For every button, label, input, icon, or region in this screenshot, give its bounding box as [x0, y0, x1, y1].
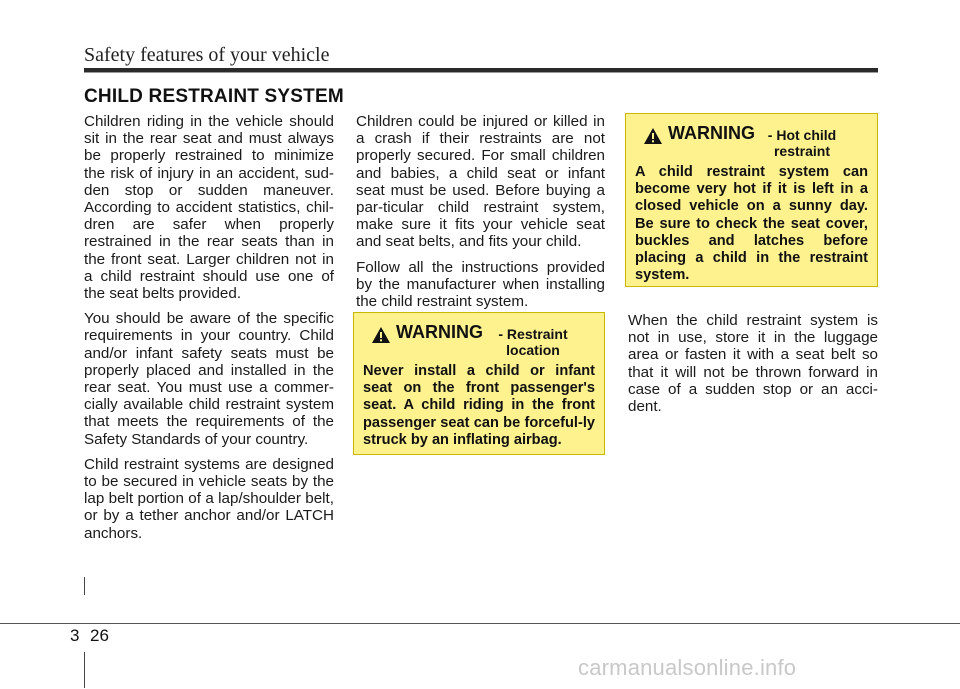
- section-title: CHILD RESTRAINT SYSTEM: [84, 86, 344, 107]
- column-3-paragraph: When the child restraint system is not in use, store it in the luggage area or fasten it with a seat belt so that it will not be thrown forward in case of a sudden stop or an acci-dent.: [628, 312, 878, 416]
- chapter-number: 3: [70, 626, 80, 645]
- column-1-paragraph: Children riding in the vehicle should sit in the rear seat and must always be properly restrained to minimize the risk of injury in an accident, sud-den stop or sudden maneuver. According to accident statistics, chil-dren are safer when properly restrained in the rear seats than in the front seat. Larger children not in a child restraint should use one of the seat belts provided.: [84, 113, 334, 303]
- warning-header: [354, 313, 604, 357]
- column-2-paragraph: Children could be injured or killed in a crash if their restraints are not properly secured. For small children and babies, a child seat or infant seat must be used. Before buying a par-ticular child restraint system, make sure it fits your vehicle seat and seat belts, and fits your child.: [356, 113, 605, 251]
- warning-triangle-icon: [643, 127, 663, 145]
- column-3: [628, 312, 878, 423]
- footer-rule: [84, 623, 960, 624]
- warning-restraint-location: [353, 312, 605, 455]
- footer-rule: [0, 623, 84, 624]
- page-number: 26: [90, 626, 109, 645]
- warning-subtitle: - Restraint location: [498, 326, 568, 358]
- warning-triangle-icon: [371, 326, 391, 344]
- warning-body: A child restraint system can become very hot if it is left in a closed vehicle on a sunny day. Be sure to check the seat cover, buckles and latches before placing a child in the restraint system.: [635, 164, 868, 284]
- warning-body: Never install a child or infant seat on the front passenger's seat. A child riding in the front passenger seat can be forceful-ly struck by an inflating airbag.: [363, 363, 595, 448]
- column-2: [356, 113, 605, 318]
- footer-divider-vertical: [84, 577, 85, 595]
- column-1: [84, 113, 334, 550]
- warning-subtitle: - Hot child restraint: [767, 127, 837, 159]
- warning-header: [626, 114, 877, 158]
- warning-hot-child-restraint: [625, 113, 878, 287]
- header-rule-thin: [84, 72, 878, 73]
- header-title: Safety features of your vehicle: [84, 44, 330, 66]
- warning-label: WARNING: [396, 322, 483, 342]
- watermark: carmanualsonline.info: [578, 655, 797, 680]
- column-1-paragraph: Child restraint systems are designed to be secured in vehicle seats by the lap belt portion of a lap/shoulder belt, or by a tether anchor and/or LATCH anchors.: [84, 455, 334, 542]
- column-1-paragraph: You should be aware of the specific requirements in your country. Child and/or infant safety seats must be properly placed and installed in the rear seat. You must use a commer-cially available child restraint system that meets the requirements of the Safety Standards of your country.: [84, 310, 334, 448]
- footer-divider-vertical: [84, 652, 85, 688]
- warning-label: WARNING: [668, 123, 755, 143]
- column-2-paragraph: Follow all the instructions provided by the manufacturer when installing the child restraint system.: [356, 258, 605, 311]
